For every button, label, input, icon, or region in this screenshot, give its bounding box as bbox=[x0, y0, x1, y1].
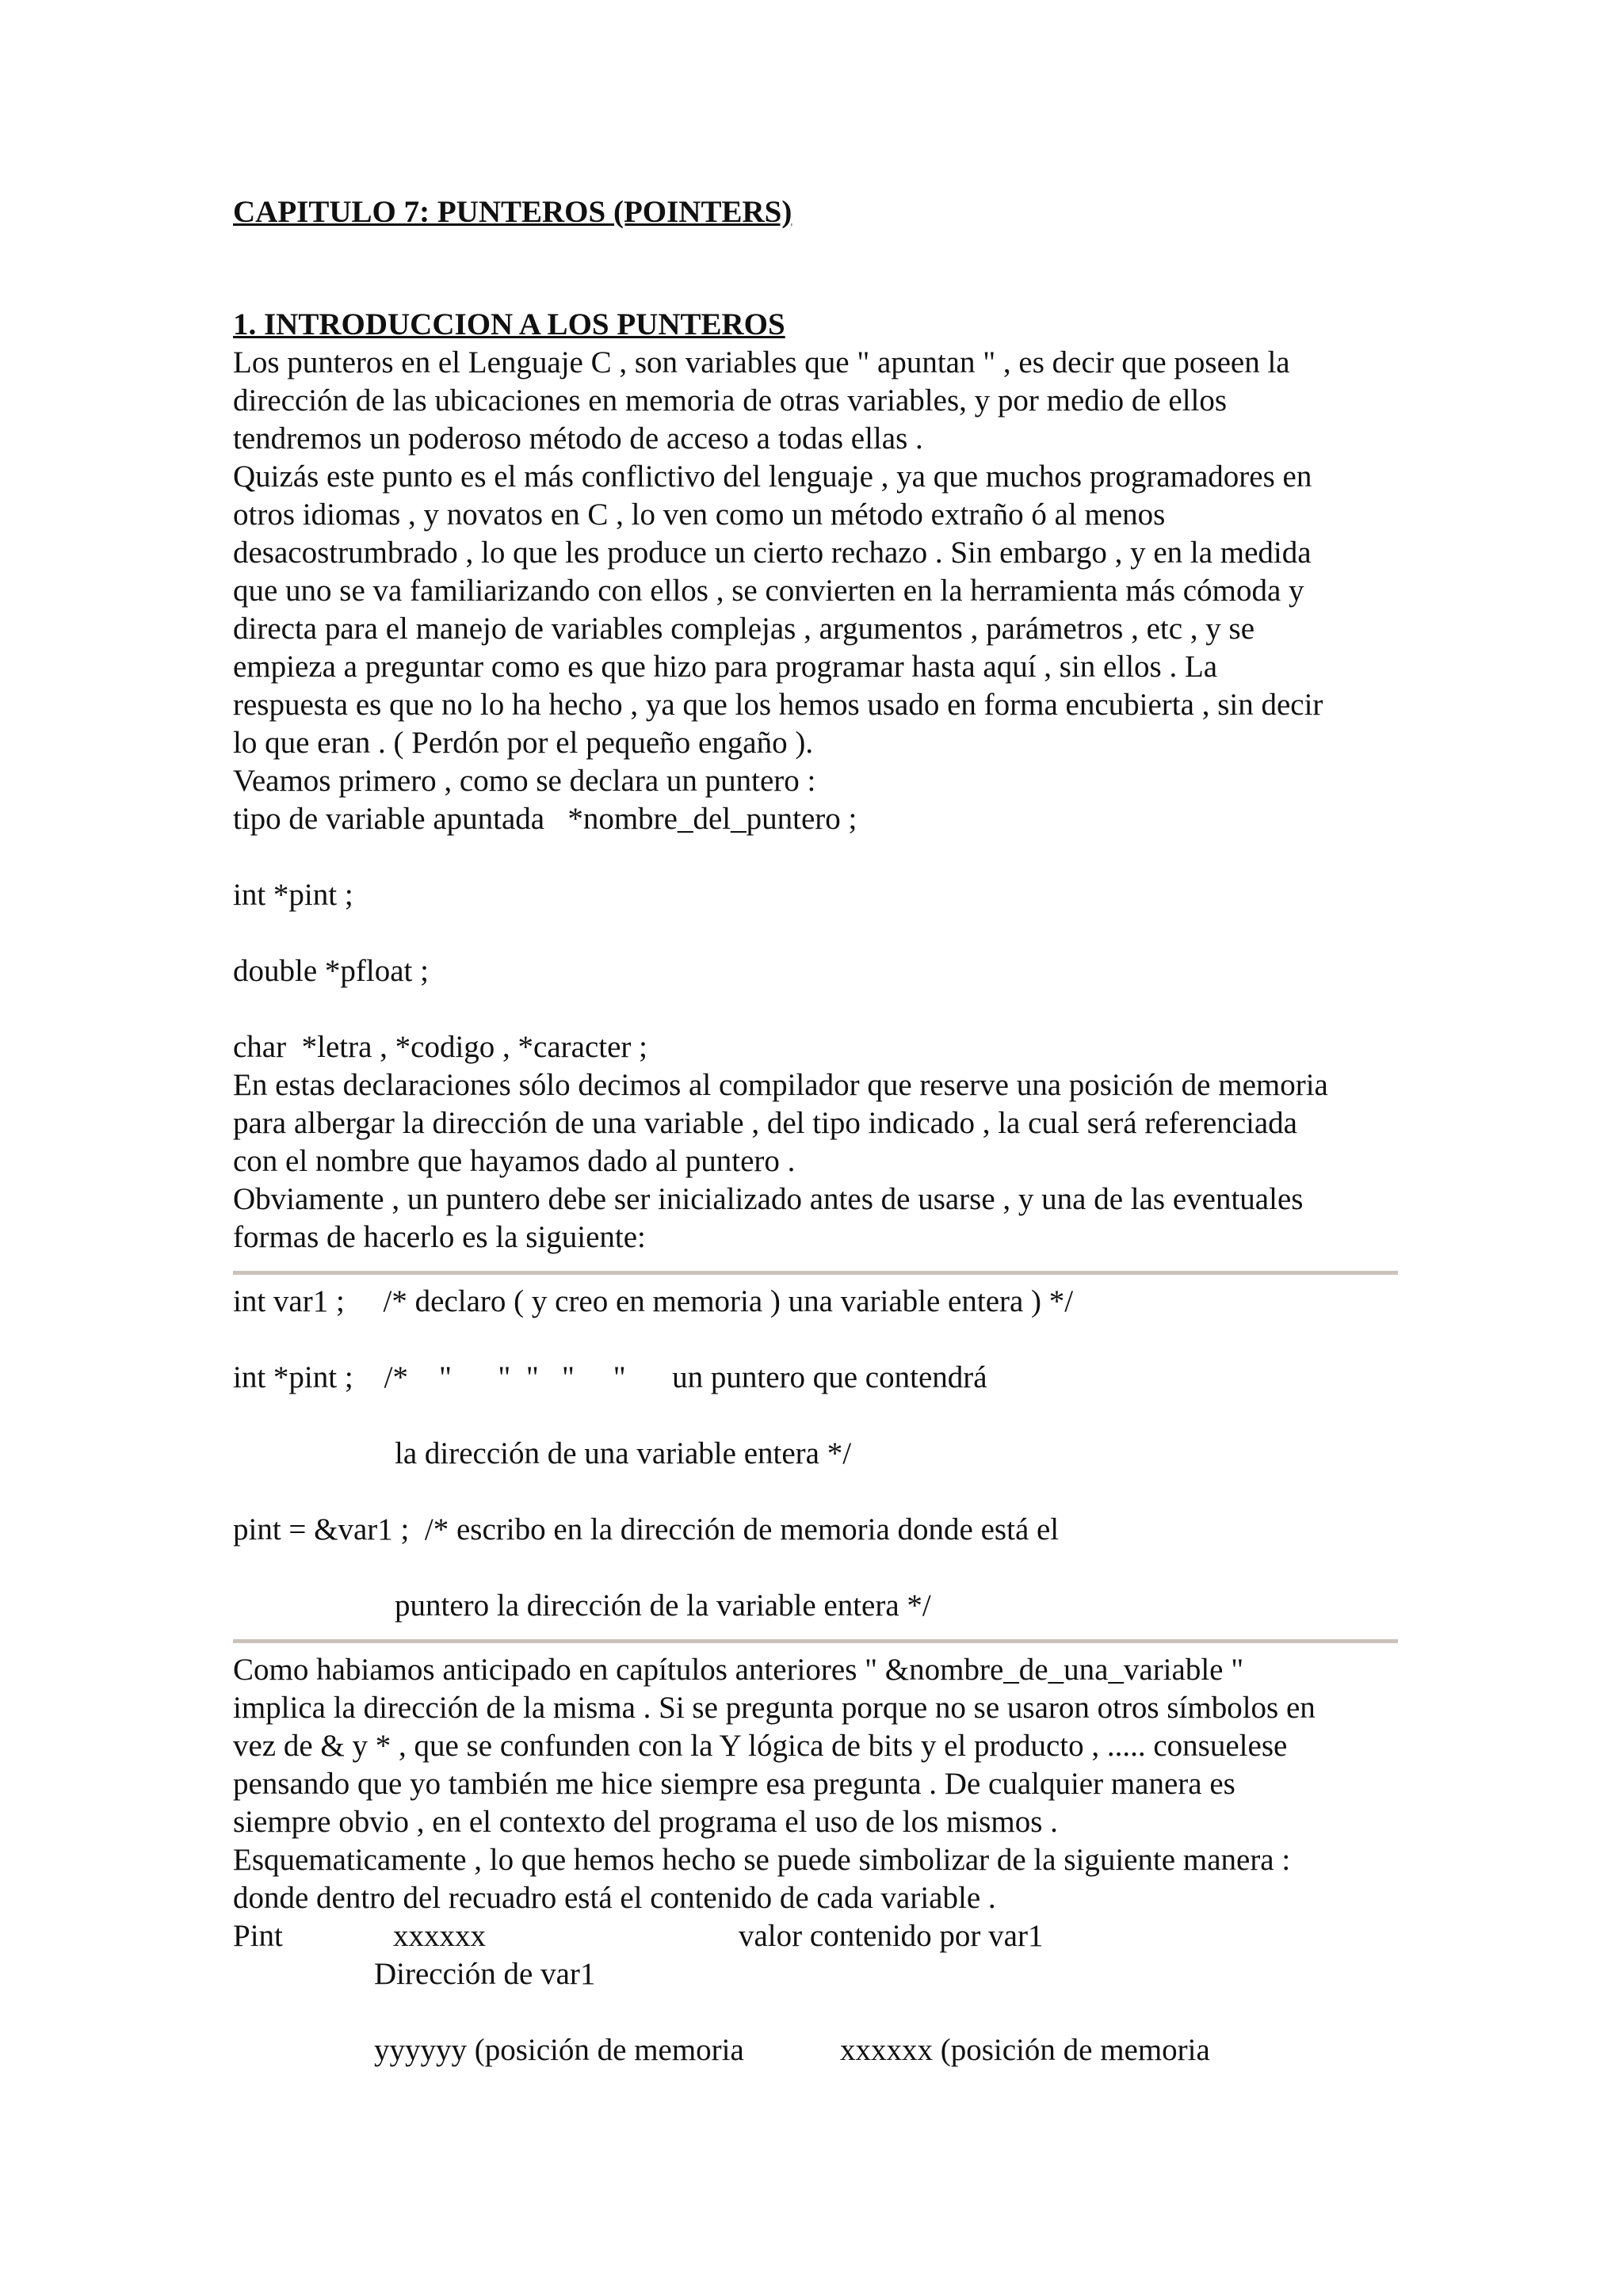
spacer bbox=[233, 1397, 1398, 1435]
text-line: para albergar la dirección de una variable , del tipo indicado , la cual será referenciada bbox=[233, 1106, 1297, 1140]
spacer bbox=[233, 838, 1398, 876]
text-line: implica la dirección de la misma . Si se pregunta porque no se usaron otros símbolos en bbox=[233, 1691, 1316, 1725]
explanation-paragraph bbox=[233, 1651, 1398, 1917]
text-line: respuesta es que no lo ha hecho , ya que los hemos usado en forma encubierta , sin decir bbox=[233, 688, 1323, 722]
text-line: desacostrumbrado , lo que les produce un cierto rechazo . Sin embargo , y en la medida bbox=[233, 536, 1312, 570]
text-line: directa para el manejo de variables complejas , argumentos , parámetros , etc , y se bbox=[233, 612, 1255, 646]
code-line: puntero la dirección de la variable entera */ bbox=[395, 1589, 931, 1623]
text-line: otros idiomas , y novatos en C , lo ven como un método extraño ó al menos bbox=[233, 498, 1166, 532]
code-block-bottom-divider bbox=[233, 1639, 1398, 1643]
spacer bbox=[233, 1473, 1398, 1511]
spacer bbox=[233, 914, 1398, 952]
text-line: Esquematicamente , lo que hemos hecho se puede simbolizar de la siguiente manera : bbox=[233, 1843, 1291, 1877]
text-line: pensando que yo también me hice siempre esa pregunta . De cualquier manera es bbox=[233, 1767, 1235, 1801]
diagram-pint-position: yyyyyy (posición de memoria bbox=[374, 2033, 744, 2067]
text-line: empieza a preguntar como es que hizo para programar hasta aquí , sin ellos . La bbox=[233, 650, 1218, 684]
memory-diagram bbox=[233, 1917, 1398, 2131]
text-line: dirección de las ubicaciones en memoria de otras variables, y por medio de ellos bbox=[233, 383, 1228, 418]
text-line: Como habiamos anticipado en capítulos anteriores " &nombre_de_una_variable " bbox=[233, 1653, 1244, 1687]
diagram-var1-position: xxxxxx (posición de memoria bbox=[840, 2033, 1210, 2067]
double-pointer-declaration: double *pfloat ; bbox=[233, 954, 429, 988]
code-line: int var1 ; /* declaro ( y creo en memoria ) una variable entera ) */ bbox=[233, 1284, 1074, 1318]
text-line: Obviamente , un puntero debe ser inicializado antes de usarse , y una de las eventuales bbox=[233, 1182, 1304, 1216]
spacer bbox=[233, 990, 1398, 1028]
spacer bbox=[233, 1321, 1398, 1359]
text-line: con el nombre que hayamos dado al puntero . bbox=[233, 1144, 796, 1178]
diagram-pint-label: Pint bbox=[233, 1919, 283, 1953]
text-line: donde dentro del recuadro está el contenido de cada variable . bbox=[233, 1881, 996, 1915]
code-line: pint = &var1 ; /* escribo en la dirección de memoria donde está el bbox=[233, 1512, 1060, 1547]
spacer bbox=[233, 1549, 1398, 1587]
text-line: Los punteros en el Lenguaje C , son variables que " apuntan " , es decir que poseen la bbox=[233, 345, 1290, 379]
diagram-pint-content: xxxxxx bbox=[393, 1919, 486, 1953]
text-line: siempre obvio , en el contexto del programa el uso de los mismos . bbox=[233, 1805, 1058, 1839]
diagram-var1-content: valor contenido por var1 bbox=[739, 1919, 1044, 1953]
document-content bbox=[233, 193, 1398, 2131]
text-line: vez de & y * , que se confunden con la Y lógica de bits y el producto , ..... consuelese bbox=[233, 1729, 1288, 1763]
text-line: tendremos un poderoso método de acceso a todas ellas . bbox=[233, 421, 923, 456]
int-pointer-declaration: int *pint ; bbox=[233, 878, 353, 912]
text-line: formas de hacerlo es la siguiente: bbox=[233, 1220, 646, 1254]
text-line: lo que eran . ( Perdón por el pequeño engaño ). bbox=[233, 726, 814, 760]
code-line: la dirección de una variable entera */ bbox=[395, 1436, 852, 1470]
section-heading: 1. INTRODUCCION A LOS PUNTEROS bbox=[233, 307, 785, 341]
text-line: tipo de variable apuntada *nombre_del_puntero ; bbox=[233, 802, 857, 836]
text-line: que uno se va familiarizando con ellos , se convierten en la herramienta más cómoda y bbox=[233, 574, 1304, 608]
char-pointer-declaration: char *letra , *codigo , *caracter ; bbox=[233, 1030, 647, 1064]
text-line: En estas declaraciones sólo decimos al compilador que reserve una posición de memoria bbox=[233, 1068, 1328, 1102]
code-line: int *pint ; /* " " " " " un puntero que contendrá bbox=[233, 1360, 987, 1394]
text-line: Veamos primero , como se declara un puntero : bbox=[233, 764, 816, 798]
text-line: Quizás este punto es el más conflictivo del lenguaje , ya que muchos programadores en bbox=[233, 460, 1312, 494]
code-block-top-divider bbox=[233, 1271, 1398, 1275]
diagram-var1-address-label: Dirección de var1 bbox=[374, 1957, 596, 1991]
code-block bbox=[233, 1283, 1398, 1625]
declaration-paragraph bbox=[233, 1066, 1398, 1257]
chapter-title: CAPITULO 7: PUNTEROS (POINTERS) bbox=[233, 195, 792, 229]
intro-paragraph bbox=[233, 344, 1398, 838]
